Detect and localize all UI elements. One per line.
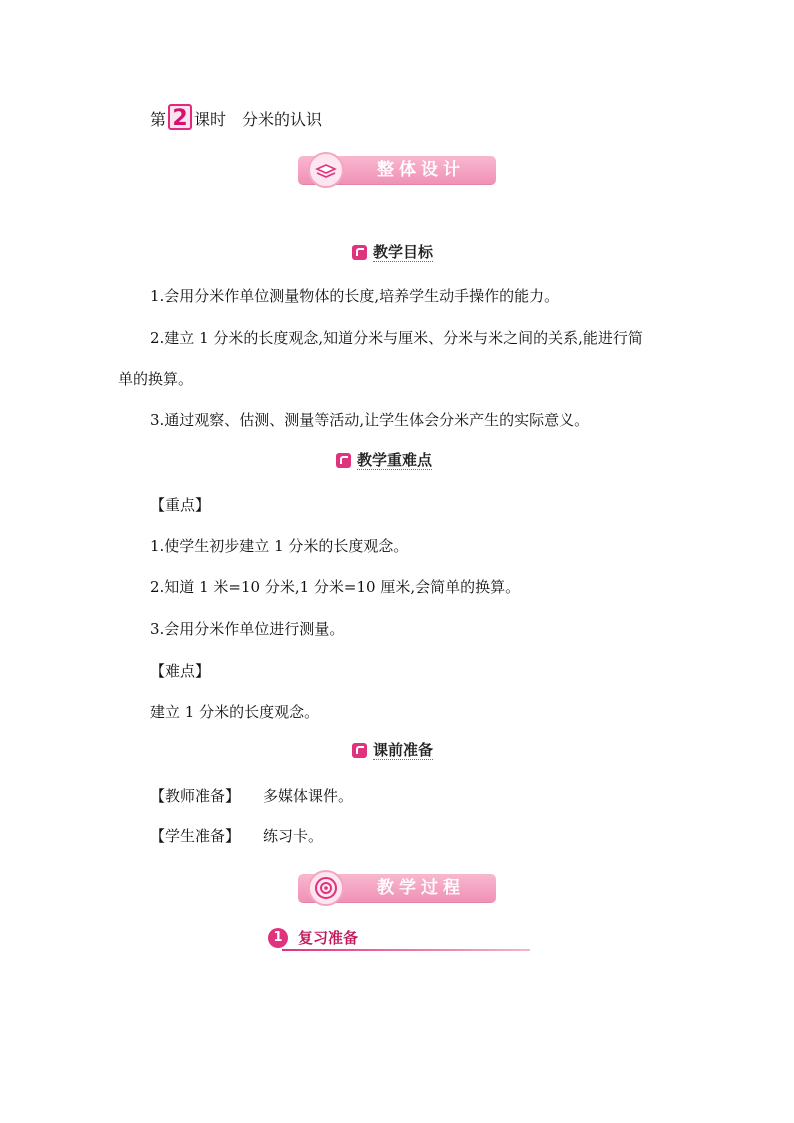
arrow-icon <box>352 743 367 758</box>
section-divider <box>282 949 530 951</box>
banner-teaching-process <box>298 874 496 902</box>
banner-overall-design <box>298 156 496 184</box>
preparation-heading <box>352 740 433 760</box>
key-item-3: 3.会用分米作单位进行测量。 <box>150 620 345 638</box>
preparation-heading-text: 课前准备 <box>373 740 434 759</box>
lesson-number-badge: 2 <box>168 104 192 130</box>
goal-item-3: 3.通过观察、估测、测量等活动,让学生体会分米产生的实际意义。 <box>150 411 590 429</box>
keypoints-heading <box>336 450 432 470</box>
lesson-prefix: 第 <box>150 110 167 129</box>
goals-heading-text: 教学目标 <box>373 242 434 261</box>
teacher-prep-label: 【教师准备】 <box>150 787 241 805</box>
review-section-title: 复习准备 <box>298 929 359 947</box>
arrow-icon <box>336 453 351 468</box>
lesson-title <box>150 102 322 130</box>
keypoints-heading-text: 教学重难点 <box>357 450 433 469</box>
student-prep-value: 练习卡。 <box>263 827 324 845</box>
book-icon <box>308 152 344 188</box>
difficult-item-1: 建立 1 分米的长度观念。 <box>150 703 320 721</box>
arrow-icon <box>352 245 367 260</box>
goals-heading <box>352 242 433 262</box>
goal-item-2-line-2: 单的换算。 <box>118 370 194 388</box>
section-number-badge: 1 <box>268 928 288 948</box>
teacher-prep-value: 多媒体课件。 <box>263 787 354 805</box>
banner-title: 教学过程 <box>377 878 465 898</box>
student-prep-label: 【学生准备】 <box>150 827 241 845</box>
banner-title: 整体设计 <box>377 160 465 180</box>
key-item-1: 1.使学生初步建立 1 分米的长度观念。 <box>150 537 409 555</box>
lesson-suffix: 课时 <box>194 110 227 129</box>
review-section-header <box>268 928 530 952</box>
key-label: 【重点】 <box>150 496 211 514</box>
lesson-topic: 分米的认识 <box>242 110 323 129</box>
goal-item-1: 1.会用分米作单位测量物体的长度,培养学生动手操作的能力。 <box>150 287 560 305</box>
difficult-label: 【难点】 <box>150 662 211 680</box>
key-item-2: 2.知道 1 米=10 分米,1 分米=10 厘米,会简单的换算。 <box>150 578 521 596</box>
goal-item-2-line-1: 2.建立 1 分米的长度观念,知道分米与厘米、分米与米之间的关系,能进行简 <box>150 329 643 347</box>
target-icon <box>308 870 344 906</box>
